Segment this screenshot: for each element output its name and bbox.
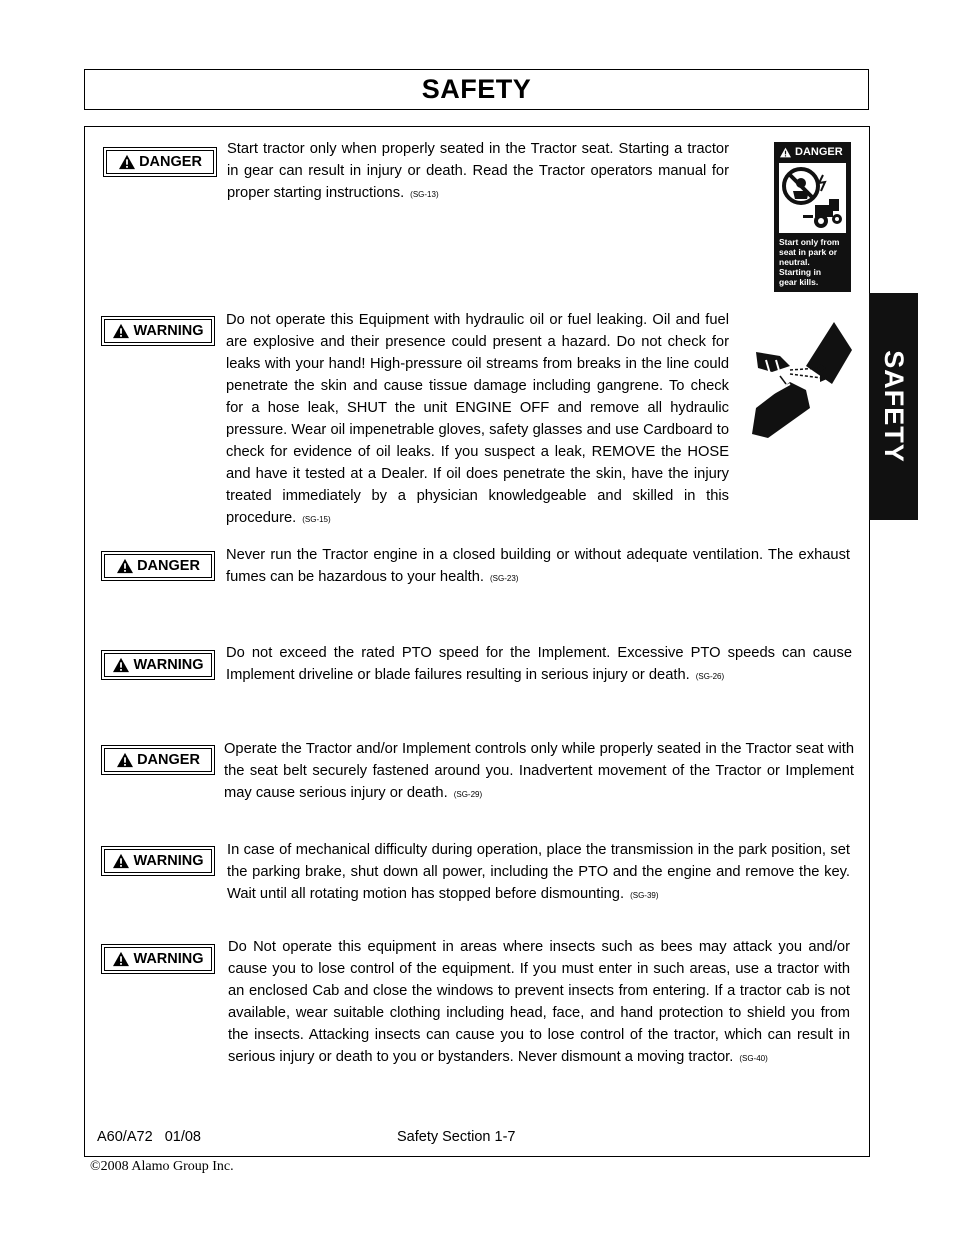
danger-badge: DANGER [101, 551, 215, 581]
safety-code: (SG-15) [302, 515, 331, 524]
safety-code: (SG-26) [695, 672, 725, 681]
safety-message: Do Not operate this equipment in areas where insects such as bees may attack you and/or cause you to lose control of the equipment. If you must enter in such areas, use a tractor with an enclosed Cab and close the windows to prevent insects from entering. If a tractor cab is not available, wear suitable clothing including head, face, and hand protection to shield you from the insects. Attacking insects can cause you to lose control of the tractor, which can result in serious injury or death to you or bystanders. Never dismount a moving tractor. (SG-40) [228, 939, 850, 1065]
hydraulic-leak-hand-icon [750, 316, 856, 440]
safety-message: Operate the Tractor and/or Implement controls only while properly seated in the Tractor seat with the seat belt securely fastened around you. Inadvertent movement of the Tractor or Implement may cause serious injury or death. (SG-29) [224, 741, 854, 801]
warning-badge: WARNING [101, 944, 215, 974]
section-side-tab [869, 293, 918, 520]
alert-icon [112, 951, 130, 967]
warning-badge: WARNING [101, 846, 215, 876]
safety-message: Do not exceed the rated PTO speed for the Implement. Excessive PTO speeds can cause Implement driveline or blade failures resulting in serious injury or death. (SG-26) [226, 645, 852, 683]
safety-code: (SG-39) [630, 891, 659, 900]
header-box [84, 69, 869, 110]
page-title: SAFETY [421, 74, 532, 104]
start-prohibition-icon [779, 163, 846, 233]
safety-message: Do not operate this Equipment with hydraulic oil or fuel leaking. Oil and fuel are explosive and their presence could present a hazard. Do not check for leaks with your hand! High-pressure oil streams from breaks in the line could penetrate the skin and cause tissue damage including gangrene. To check for a hose leak, SHUT the unit ENGINE OFF and remove all hydraulic pressure. Wear oil impenetrable gloves, safety glasses and use Cardboard to check for evidence of oil leaks. If you suspect a leak, REMOVE the HOSE and have it tested at a Dealer. If oil does penetrate the skin, have the injury treated immediately by a physician knowledgeable and skilled in this procedure. (SG-15) [226, 312, 729, 526]
safety-message: Never run the Tractor engine in a closed building or without adequate ventilation. The exhaust fumes can be hazardous to your health. (SG-23) [226, 547, 850, 585]
footer-page-number: Safety Section 1-7 [397, 1129, 516, 1145]
side-tab-label: SAFETY [879, 350, 910, 463]
copyright-notice: ©2008 Alamo Group Inc. [90, 1159, 234, 1174]
danger-badge: DANGER [103, 147, 217, 177]
danger-decal [774, 142, 851, 292]
safety-message: In case of mechanical difficulty during operation, place the transmission in the park position, set the parking brake, shut down all power, including the PTO and the engine and remove the key. Wait until all rotating motion has stopped before dismounting. (SG-39) [227, 842, 850, 902]
decal-header [774, 142, 851, 158]
warning-badge: WARNING [101, 316, 215, 346]
safety-message: Start tractor only when properly seated in the Tractor seat. Starting a tractor in gear can result in injury or death. Read the Tractor operators manual for proper starting instructions. (SG-13) [227, 141, 729, 201]
alert-icon [112, 323, 130, 339]
alert-icon [779, 147, 792, 158]
warning-badge: WARNING [101, 650, 215, 680]
alert-icon [118, 154, 136, 170]
alert-icon [112, 853, 130, 869]
safety-code: (SG-40) [739, 1054, 768, 1063]
alert-icon [116, 752, 134, 768]
decal-message: Start only from seat in park or neutral. Starting in gear kills. [779, 237, 840, 287]
danger-badge: DANGER [101, 745, 215, 775]
alert-icon [116, 558, 134, 574]
safety-code: (SG-23) [490, 574, 519, 583]
safety-code: (SG-29) [453, 790, 483, 799]
alert-icon [112, 657, 130, 673]
footer-model-date: A60/A72 01/08 [97, 1129, 201, 1145]
safety-code: (SG-13) [410, 190, 439, 199]
decal-label: DANGER [795, 146, 843, 158]
